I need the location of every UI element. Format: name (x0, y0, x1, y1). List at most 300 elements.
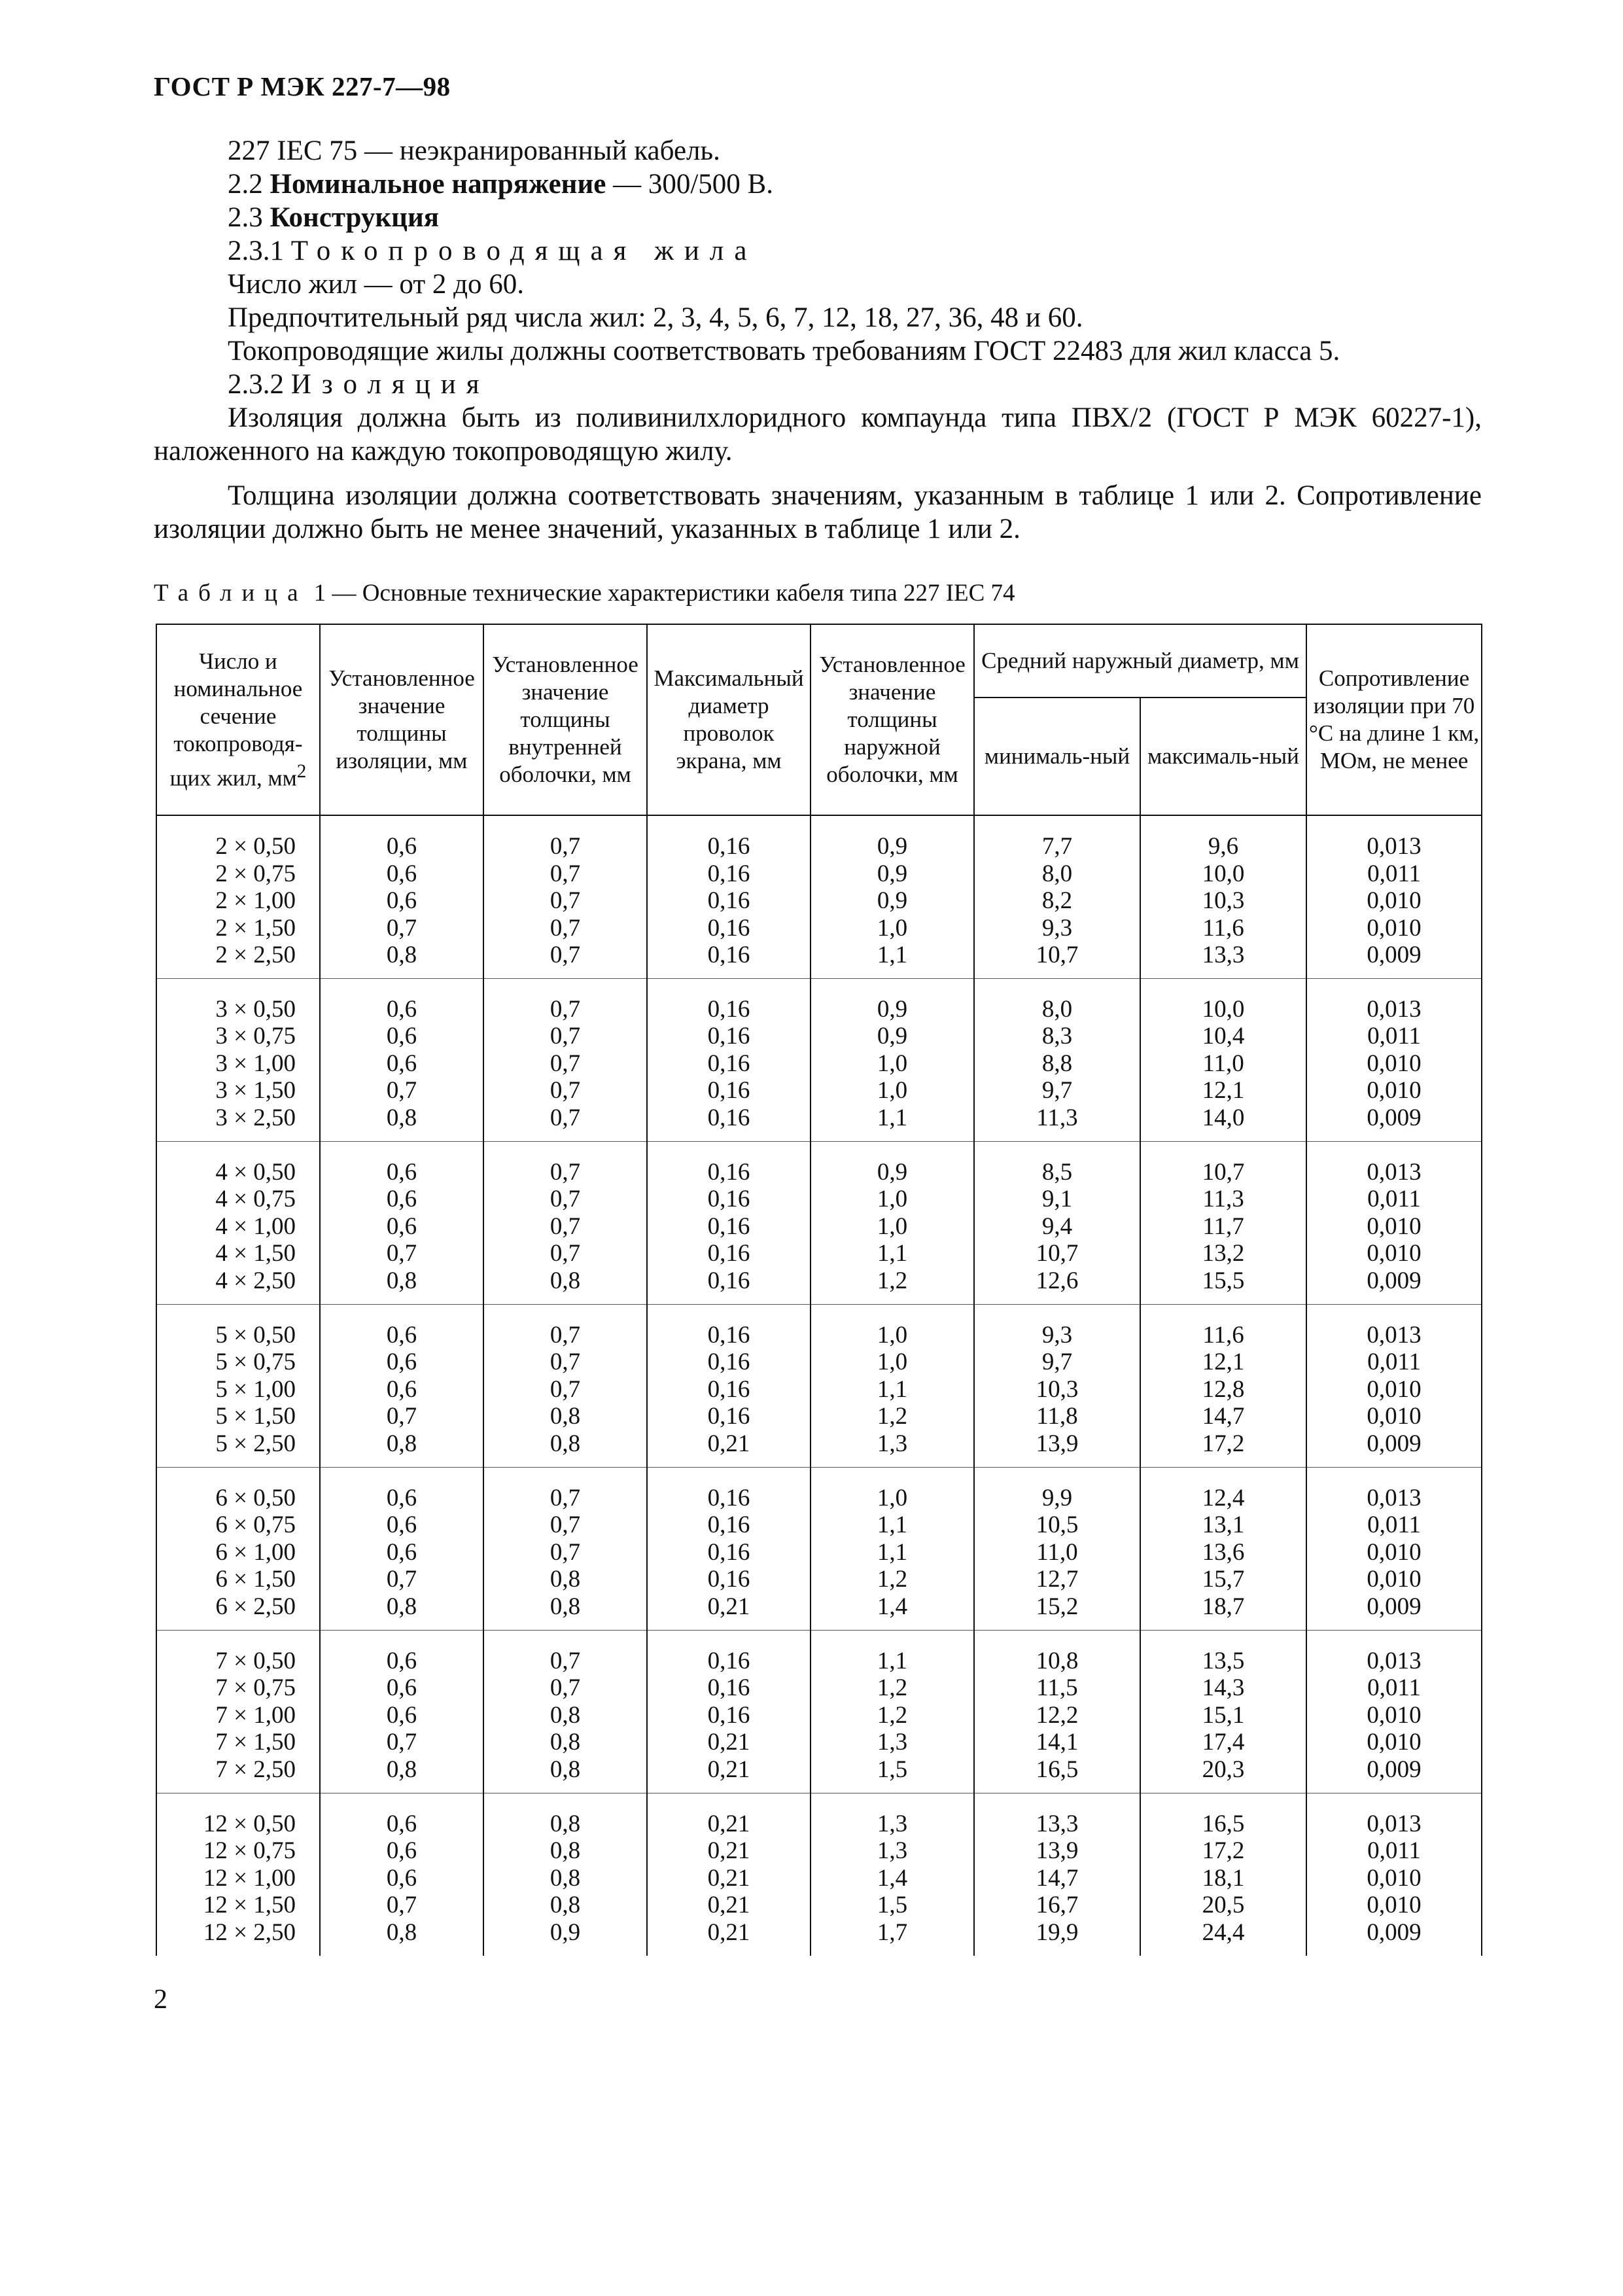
cell-value: 12,8 (1202, 1375, 1245, 1403)
cell-value: 12 × 2,50 (203, 1918, 296, 1946)
cell-value: 1,1 (877, 1647, 908, 1674)
cell-value: 13,2 (1202, 1240, 1245, 1267)
cell-value: 0,6 (386, 1050, 417, 1077)
cell-value: 0,8 (550, 1729, 581, 1756)
cell-value: 0,8 (386, 1918, 417, 1946)
cell-value: 0,8 (386, 1593, 417, 1620)
section-title: Токопроводящая жила (290, 236, 758, 266)
header-cell-outer-sheath-thickness: Установленное значение толщины наружной оболочки, мм (811, 624, 974, 815)
cell-value: 0,16 (707, 1104, 750, 1131)
cell-value: 1,2 (877, 1267, 908, 1294)
cell-value: 0,21 (707, 1918, 750, 1946)
table-cell (483, 1630, 647, 1793)
table-cell (1140, 1630, 1306, 1793)
cell-value: 12 × 0,75 (203, 1837, 296, 1865)
cell-value: 0,6 (386, 1864, 417, 1892)
cell-value: 0,010 (1367, 1212, 1422, 1240)
cell-value: 3 × 2,50 (215, 1104, 296, 1131)
data-table (156, 624, 1482, 1956)
cell-value: 0,011 (1367, 1186, 1421, 1213)
cell-value: 0,8 (386, 942, 417, 969)
cell-value: 5 × 0,50 (215, 1321, 296, 1349)
cell-value: 1,0 (877, 1484, 908, 1511)
line-cable-type: 227 IEC 75 — неэкранированный кабель. (228, 135, 720, 166)
table-cell (811, 1467, 974, 1630)
header-cell-cores-section: Число и номинальное сечение токопроводя-щих жил, $мм^2$ (156, 624, 320, 815)
table-cell (483, 1467, 647, 1630)
cell-value: 0,8 (550, 1403, 581, 1430)
cell-value: 10,4 (1202, 1023, 1245, 1050)
cell-value: 7,7 (1041, 833, 1073, 860)
table-cell (647, 1304, 811, 1467)
caption-text: 1 — Основные технические характеристики кабеля типа 227 IEC 74 (313, 580, 1015, 607)
table-cell (974, 1304, 1140, 1467)
line-preferred-series: Предпочтительный ряд числа жил: 2, 3, 4, 5, 6, 7, 12, 18, 27, 36, 48 и 60. (228, 302, 1083, 333)
cell-value: 0,011 (1367, 1511, 1421, 1539)
cell-value: 0,6 (386, 1375, 417, 1403)
cell-value: 0,16 (707, 1240, 750, 1267)
cell-value: 0,010 (1367, 1701, 1422, 1729)
cell-value: 1,2 (877, 1403, 908, 1430)
cell-value: 0,21 (707, 1729, 750, 1756)
cell-value: 0,16 (707, 1212, 750, 1240)
cell-value: 4 × 0,50 (215, 1158, 296, 1186)
header-cell-min: минималь-ный (974, 698, 1140, 815)
cell-value: 0,7 (550, 1212, 581, 1240)
cell-value: 4 × 1,50 (215, 1240, 296, 1267)
cell-value: 4 × 1,00 (215, 1212, 296, 1240)
header-cell-insulation-thickness: Установленное значение толщины изоляции, мм (320, 624, 483, 815)
cell-value: 0,013 (1367, 1158, 1422, 1186)
cell-value: 0,7 (550, 1186, 581, 1213)
paragraph-thickness: Толщина изоляции должна соответствовать значениям, указанным в таблице 1 или 2. Сопротивление изоляции должно быть не менее значений, указанных в таблице 1 или 2. (154, 480, 1482, 544)
cell-value: 0,6 (386, 1186, 417, 1213)
table-cell (1306, 1467, 1482, 1630)
table-cell (1140, 1467, 1306, 1630)
cell-value: 0,009 (1367, 1756, 1422, 1783)
cell-value: 0,16 (707, 1511, 750, 1539)
table-cell (320, 978, 483, 1141)
cell-value: 0,013 (1367, 1484, 1422, 1511)
cell-value: 1,0 (877, 1349, 908, 1376)
cell-value: 17,4 (1202, 1729, 1245, 1756)
table-cell (483, 1793, 647, 1956)
cell-value: 1,0 (877, 1321, 908, 1349)
cell-value: 9,3 (1041, 914, 1073, 942)
cell-value: 6 × 1,00 (215, 1538, 296, 1566)
cell-value: 2 × 0,75 (215, 860, 296, 887)
cell-value: 1,3 (877, 1729, 908, 1756)
cell-value: 0,8 (386, 1756, 417, 1783)
table-cell (974, 978, 1140, 1141)
cell-value: 0,010 (1367, 1240, 1422, 1267)
cell-value: 0,6 (386, 1810, 417, 1837)
cell-value: 1,1 (877, 1104, 908, 1131)
table-cell (320, 1793, 483, 1956)
cell-value: 3 × 0,75 (215, 1023, 296, 1050)
cell-value: 11,8 (1036, 1403, 1078, 1430)
section-2-2 (154, 168, 1482, 201)
cell-value: 0,010 (1367, 1050, 1422, 1077)
cell-value: 0,16 (707, 1158, 750, 1186)
cell-value: 0,6 (386, 1837, 417, 1865)
cell-value: 7 × 0,50 (215, 1647, 296, 1674)
cell-value: 8,2 (1041, 887, 1073, 915)
caption-label: Таблица (154, 580, 308, 607)
page-number: 2 (154, 1985, 167, 2015)
table-header (156, 624, 1482, 815)
cell-value: 0,010 (1367, 887, 1422, 915)
cell-value: 0,8 (550, 1837, 581, 1865)
cell-value: 0,16 (707, 1484, 750, 1511)
cell-value: 1,7 (877, 1918, 908, 1946)
cell-value: 14,3 (1202, 1674, 1245, 1702)
table-cell (974, 1141, 1140, 1304)
cell-value: 0,7 (550, 1050, 581, 1077)
cell-value: 0,8 (386, 1267, 417, 1294)
cell-value: 0,7 (386, 914, 417, 942)
cell-value: 12,1 (1202, 1349, 1245, 1376)
cell-value: 17,2 (1202, 1430, 1245, 1457)
cell-value: 0,9 (877, 887, 908, 915)
cell-value: 0,7 (550, 1484, 581, 1511)
section-number: 2.2 (228, 169, 263, 200)
cell-value: 0,8 (550, 1593, 581, 1620)
cell-value: 0,011 (1367, 860, 1421, 887)
cell-value: 15,5 (1202, 1267, 1245, 1294)
cell-value: 11,6 (1202, 1321, 1244, 1349)
table-cell (483, 1304, 647, 1467)
cell-value: 4 × 0,75 (215, 1186, 296, 1213)
cell-value: 0,9 (550, 1918, 581, 1946)
table-row-group (156, 1467, 1482, 1630)
cell-value: 8,5 (1041, 1158, 1073, 1186)
cell-value: 0,21 (707, 1864, 750, 1892)
cell-value: 10,7 (1036, 1240, 1079, 1267)
cell-value: 7 × 2,50 (215, 1756, 296, 1783)
cell-value: 1,1 (877, 1375, 908, 1403)
cell-value: 5 × 1,50 (215, 1403, 296, 1430)
cell-value: 11,3 (1036, 1104, 1078, 1131)
cell-value: 0,9 (877, 995, 908, 1023)
cell-value: 0,009 (1367, 1918, 1422, 1946)
cell-value: 0,16 (707, 1647, 750, 1674)
cell-value: 13,6 (1202, 1538, 1245, 1566)
table-cell (1140, 815, 1306, 978)
cell-value: 13,9 (1036, 1430, 1079, 1457)
cell-value: 11,0 (1202, 1050, 1244, 1077)
cell-value: 13,3 (1036, 1810, 1079, 1837)
cell-value: 0,6 (386, 1158, 417, 1186)
cell-value: 1,0 (877, 914, 908, 942)
cell-value: 0,16 (707, 1050, 750, 1077)
cell-value: 10,0 (1202, 995, 1245, 1023)
table-cell (156, 978, 320, 1141)
cell-value: 0,6 (386, 1212, 417, 1240)
section-text: — 300/500 В. (613, 169, 773, 200)
table-cell (647, 1467, 811, 1630)
cell-value: 0,7 (550, 1647, 581, 1674)
cell-value: 0,009 (1367, 1593, 1422, 1620)
cell-value: 12 × 1,50 (203, 1892, 296, 1919)
cell-value: 0,7 (550, 1321, 581, 1349)
cell-value: 1,3 (877, 1430, 908, 1457)
cell-value: 0,21 (707, 1593, 750, 1620)
cell-value: 19,9 (1036, 1918, 1079, 1946)
cell-value: 0,21 (707, 1892, 750, 1919)
cell-value: 18,7 (1202, 1593, 1245, 1620)
table-row-group (156, 1630, 1482, 1793)
cell-value: 13,3 (1202, 942, 1245, 969)
cell-value: 0,009 (1367, 1267, 1422, 1294)
cell-value: 24,4 (1202, 1918, 1245, 1946)
cell-value: 15,7 (1202, 1566, 1245, 1593)
cell-value: 10,0 (1202, 860, 1245, 887)
cell-value: 10,3 (1036, 1375, 1079, 1403)
cell-value: 1,1 (877, 1511, 908, 1539)
cell-value: 1,0 (877, 1186, 908, 1213)
cell-value: 0,16 (707, 1674, 750, 1702)
table-cell (811, 815, 974, 978)
cell-value: 0,010 (1367, 914, 1422, 942)
cell-value: 11,5 (1036, 1674, 1078, 1702)
cell-value: 12,2 (1036, 1701, 1079, 1729)
cell-value: 0,6 (386, 1023, 417, 1050)
cell-value: 0,9 (877, 833, 908, 860)
cell-value: 13,1 (1202, 1511, 1245, 1539)
cell-value: 0,009 (1367, 942, 1422, 969)
header-cell-insulation-resistance: Сопротивление изоляции при 70 °С на длине 1 км, МОм, не менее (1306, 624, 1482, 815)
cell-value: 0,7 (386, 1403, 417, 1430)
cell-value: 17,2 (1202, 1837, 1245, 1865)
cell-value: 10,3 (1202, 887, 1245, 915)
table-cell (811, 1304, 974, 1467)
cell-value: 0,16 (707, 887, 750, 915)
cell-value: 0,010 (1367, 1892, 1422, 1919)
cell-value: 0,011 (1367, 1837, 1421, 1865)
cell-value: 0,16 (707, 942, 750, 969)
section-title: Изоляция (290, 369, 490, 400)
cell-value: 8,3 (1041, 1023, 1073, 1050)
table-cell (156, 1141, 320, 1304)
table-row-group (156, 1141, 1482, 1304)
cell-value: 1,4 (877, 1864, 908, 1892)
header-cell-mean-outer-diameter: Средний наружный диаметр, мм (974, 624, 1306, 698)
header-cell-max: максималь-ный (1140, 698, 1306, 815)
cell-value: 1,4 (877, 1593, 908, 1620)
table-cell (1140, 978, 1306, 1141)
cell-value: 16,5 (1036, 1756, 1079, 1783)
cell-value: 13,5 (1202, 1647, 1245, 1674)
cell-value: 0,013 (1367, 1647, 1422, 1674)
cell-value: 0,7 (386, 1077, 417, 1104)
table-cell (1306, 1141, 1482, 1304)
cell-value: 0,6 (386, 1701, 417, 1729)
table-cell (811, 1793, 974, 1956)
cell-value: 9,9 (1041, 1484, 1073, 1511)
cell-value: 1,0 (877, 1077, 908, 1104)
cell-value: 0,013 (1367, 995, 1422, 1023)
table-cell (974, 1467, 1140, 1630)
cell-value: 0,16 (707, 1267, 750, 1294)
cell-value: 11,6 (1202, 914, 1244, 942)
cell-value: 12,4 (1202, 1484, 1245, 1511)
cell-value: 12 × 1,00 (203, 1864, 296, 1892)
cell-value: 0,8 (386, 1430, 417, 1457)
cell-value: 0,16 (707, 1186, 750, 1213)
cell-value: 0,7 (550, 860, 581, 887)
cell-value: 12 × 0,50 (203, 1810, 296, 1837)
cell-value: 3 × 0,50 (215, 995, 296, 1023)
table-cell (974, 1793, 1140, 1956)
table-cell (811, 1141, 974, 1304)
cell-value: 0,7 (550, 1538, 581, 1566)
table-cell (320, 1630, 483, 1793)
section-number: 2.3.2 (228, 369, 284, 400)
cell-value: 16,7 (1036, 1892, 1079, 1919)
table-cell (647, 1630, 811, 1793)
table-row-group (156, 1304, 1482, 1467)
cell-value: 0,16 (707, 1077, 750, 1104)
cell-value: 7 × 1,50 (215, 1729, 296, 1756)
cell-value: 0,6 (386, 833, 417, 860)
cell-value: 5 × 2,50 (215, 1430, 296, 1457)
table-cell (1306, 1304, 1482, 1467)
cell-value: 1,5 (877, 1892, 908, 1919)
cell-value: 0,011 (1367, 1674, 1421, 1702)
cell-value: 0,21 (707, 1810, 750, 1837)
table-cell (156, 1793, 320, 1956)
cell-value: 10,7 (1036, 942, 1079, 969)
table-cell (156, 1630, 320, 1793)
cell-value: 15,2 (1036, 1593, 1079, 1620)
cell-value: 0,9 (877, 1158, 908, 1186)
cell-value: 1,1 (877, 1240, 908, 1267)
cell-value: 0,21 (707, 1837, 750, 1865)
table-cell (1306, 978, 1482, 1141)
cell-value: 14,7 (1202, 1403, 1245, 1430)
cell-value: 1,0 (877, 1050, 908, 1077)
cell-value: 7 × 0,75 (215, 1674, 296, 1702)
cell-value: 11,3 (1202, 1186, 1244, 1213)
cell-value: 14,1 (1036, 1729, 1079, 1756)
cell-value: 14,7 (1036, 1864, 1079, 1892)
cell-value: 0,21 (707, 1756, 750, 1783)
cell-value: 9,1 (1041, 1186, 1073, 1213)
table-cell (811, 1630, 974, 1793)
cell-value: 0,8 (550, 1810, 581, 1837)
cell-value: 0,16 (707, 1538, 750, 1566)
cell-value: 3 × 1,00 (215, 1050, 296, 1077)
cell-value: 0,009 (1367, 1430, 1422, 1457)
cell-value: 0,6 (386, 860, 417, 887)
cell-value: 1,2 (877, 1674, 908, 1702)
cell-value: 20,3 (1202, 1756, 1245, 1783)
paragraph-insulation: Изоляция должна быть из поливинилхлоридного компаунда типа ПВХ/2 (ГОСТ Р МЭК 60227-1), наложенного на каждую токопроводящую жилу. (154, 402, 1482, 467)
cell-value: 0,8 (550, 1756, 581, 1783)
cell-value: 0,9 (877, 860, 908, 887)
table-cell (320, 815, 483, 978)
cell-value: 1,3 (877, 1810, 908, 1837)
cell-value: 0,16 (707, 833, 750, 860)
cell-value: 0,010 (1367, 1077, 1422, 1104)
table-body (156, 815, 1482, 1956)
cell-value: 1,0 (877, 1212, 908, 1240)
cell-value: 5 × 0,75 (215, 1349, 296, 1376)
section-number: 2.3 (228, 202, 263, 233)
table-cell (156, 1467, 320, 1630)
table-row-group (156, 815, 1482, 978)
header-cell-inner-sheath-thickness: Установленное значение толщины внутренней оболочки, мм (483, 624, 647, 815)
page-header: ГОСТ Р МЭК 227-7—98 (154, 71, 451, 101)
cell-value: 6 × 0,75 (215, 1511, 296, 1539)
cell-value: 13,9 (1036, 1837, 1079, 1865)
cell-value: 0,6 (386, 1349, 417, 1376)
cell-value: 4 × 2,50 (215, 1267, 296, 1294)
cell-value: 1,3 (877, 1837, 908, 1865)
cell-value: 0,010 (1367, 1729, 1422, 1756)
cell-value: 1,5 (877, 1756, 908, 1783)
cell-value: 0,16 (707, 1375, 750, 1403)
table-cell (1306, 815, 1482, 978)
cell-value: 0,8 (550, 1566, 581, 1593)
cell-value: 0,7 (550, 1375, 581, 1403)
cell-value: 0,011 (1367, 1023, 1421, 1050)
cell-value: 0,7 (386, 1729, 417, 1756)
cell-value: 9,6 (1208, 833, 1239, 860)
cell-value: 2 × 1,00 (215, 887, 296, 915)
cell-value: 1,1 (877, 1538, 908, 1566)
cell-value: 0,7 (386, 1240, 417, 1267)
cell-value: 0,013 (1367, 1321, 1422, 1349)
table-cell (1140, 1141, 1306, 1304)
cell-value: 0,21 (707, 1430, 750, 1457)
cell-value: 0,7 (550, 1240, 581, 1267)
table-row-group (156, 978, 1482, 1141)
cell-value: 0,013 (1367, 1810, 1422, 1837)
table-cell (974, 815, 1140, 978)
cell-value: 0,7 (550, 1349, 581, 1376)
cell-value: 6 × 2,50 (215, 1593, 296, 1620)
table-caption (154, 579, 1015, 607)
table-cell (1306, 1793, 1482, 1956)
cell-value: 0,16 (707, 1023, 750, 1050)
cell-value: 0,7 (550, 1023, 581, 1050)
table-cell (320, 1141, 483, 1304)
cell-value: 0,8 (550, 1701, 581, 1729)
cell-value: 0,16 (707, 1566, 750, 1593)
cell-value: 0,7 (550, 942, 581, 969)
cell-value: 0,6 (386, 1321, 417, 1349)
table-row-group (156, 1793, 1482, 1956)
section-2-3-2 (154, 368, 1482, 401)
cell-value: 9,3 (1041, 1321, 1073, 1349)
table-cell (647, 1141, 811, 1304)
line-core-count: Число жил — от 2 до 60. (228, 269, 525, 300)
cell-value: 0,7 (386, 1892, 417, 1919)
header-cell-screen-wire-diameter: Максимальный диаметр проволок экрана, мм (647, 624, 811, 815)
cell-value: 0,6 (386, 1484, 417, 1511)
cell-value: 9,4 (1041, 1212, 1073, 1240)
table-cell (1306, 1630, 1482, 1793)
cell-value: 2 × 0,50 (215, 833, 296, 860)
table-cell (483, 1141, 647, 1304)
cell-value: 0,16 (707, 860, 750, 887)
cell-value: 0,7 (550, 914, 581, 942)
cell-value: 6 × 1,50 (215, 1566, 296, 1593)
cell-value: 10,7 (1202, 1158, 1245, 1186)
cell-value: 12,6 (1036, 1267, 1079, 1294)
